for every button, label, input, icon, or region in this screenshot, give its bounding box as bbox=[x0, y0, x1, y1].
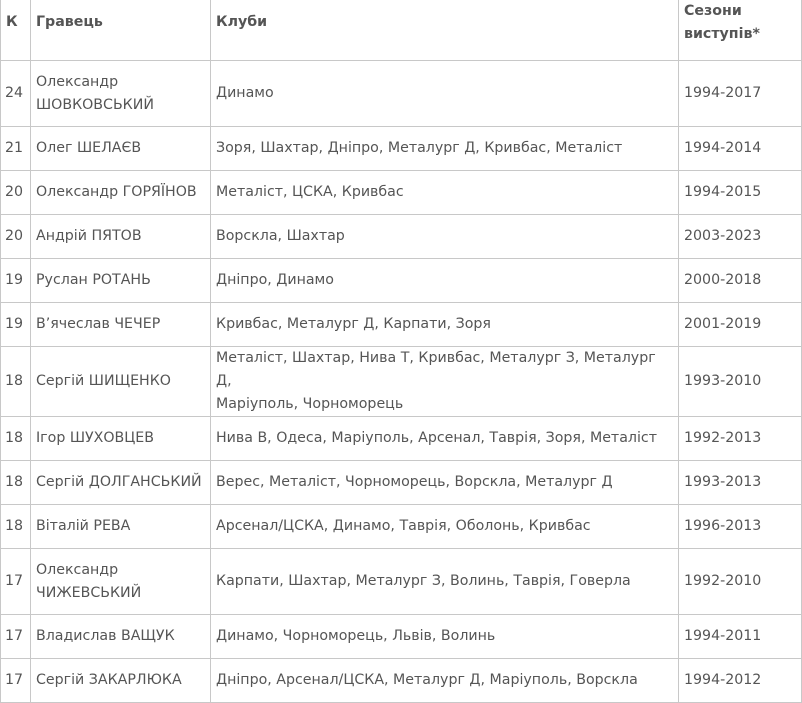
cell-k: 20 bbox=[1, 171, 31, 215]
cell-clubs: Верес, Металіст, Чорноморець, Ворскла, Металург Д bbox=[211, 461, 679, 505]
player-last-name: ГОРЯЇНОВ bbox=[122, 184, 197, 200]
player-first-name: Андрій bbox=[36, 228, 87, 244]
cell-player bbox=[31, 505, 211, 549]
player-first-name: Олександр bbox=[36, 73, 119, 90]
cell-seasons: 1994-2011 bbox=[679, 615, 802, 659]
cell-seasons: 2003-2023 bbox=[679, 215, 802, 259]
cell-seasons: 2001-2019 bbox=[679, 303, 802, 347]
cell-clubs: Динамо, Чорноморець, Львів, Волинь bbox=[211, 615, 679, 659]
player-last-name: ЗАКАРЛЮКА bbox=[88, 672, 182, 688]
table-row bbox=[1, 127, 802, 171]
cell-clubs: Дніпро, Арсенал/ЦСКА, Металург Д, Маріуполь, Ворскла bbox=[211, 659, 679, 703]
table-row bbox=[1, 505, 802, 549]
player-last-name: ШОВКОВСЬКИЙ bbox=[36, 96, 154, 113]
cell-seasons: 1993-2013 bbox=[679, 461, 802, 505]
cell-clubs: Ворскла, Шахтар bbox=[211, 215, 679, 259]
player-last-name: ВАЩУК bbox=[120, 628, 175, 644]
cell-player bbox=[31, 259, 211, 303]
clubs-line-2: Маріуполь, Чорноморець bbox=[216, 396, 404, 412]
cell-k: 19 bbox=[1, 303, 31, 347]
cell-seasons: 1994-2017 bbox=[679, 61, 802, 127]
header-player-label: Гравець bbox=[36, 14, 103, 30]
cell-player bbox=[31, 615, 211, 659]
header-player bbox=[31, 0, 211, 61]
cell-seasons: 1994-2015 bbox=[679, 171, 802, 215]
header-clubs bbox=[211, 0, 679, 61]
player-first-name: Сергій bbox=[36, 474, 85, 490]
cell-k: 21 bbox=[1, 127, 31, 171]
cell-player bbox=[31, 61, 211, 127]
table-row bbox=[1, 417, 802, 461]
header-k-label: К bbox=[6, 14, 18, 30]
cell-player bbox=[31, 171, 211, 215]
header-seasons bbox=[679, 0, 802, 61]
player-first-name: Олександр bbox=[36, 184, 119, 200]
player-first-name: Руслан bbox=[36, 272, 88, 288]
header-k bbox=[1, 0, 31, 61]
cell-seasons: 1993-2010 bbox=[679, 347, 802, 417]
cell-player bbox=[31, 659, 211, 703]
cell-k: 17 bbox=[1, 615, 31, 659]
cell-seasons: 1996-2013 bbox=[679, 505, 802, 549]
player-first-name: Ігор bbox=[36, 430, 66, 446]
clubs-line-1: Металіст, Шахтар, Нива Т, Кривбас, Металург З, Металург Д, bbox=[216, 350, 656, 389]
cell-clubs: Металіст, ЦСКА, Кривбас bbox=[211, 171, 679, 215]
cell-k: 18 bbox=[1, 347, 31, 417]
player-last-name: ШУХОВЦЕВ bbox=[69, 430, 154, 446]
cell-k: 18 bbox=[1, 417, 31, 461]
player-first-name: В’ячеслав bbox=[36, 316, 110, 332]
cell-seasons: 1994-2012 bbox=[679, 659, 802, 703]
player-last-name: ШИЩЕНКО bbox=[88, 373, 171, 389]
table-header-row bbox=[1, 0, 802, 61]
cell-player bbox=[31, 461, 211, 505]
cell-player bbox=[31, 549, 211, 615]
table-row bbox=[1, 61, 802, 127]
cell-k: 17 bbox=[1, 659, 31, 703]
player-last-name: ЧЕЧЕР bbox=[114, 316, 161, 332]
cell-k: 20 bbox=[1, 215, 31, 259]
cell-k: 24 bbox=[1, 61, 31, 127]
table-row bbox=[1, 659, 802, 703]
table-row bbox=[1, 259, 802, 303]
player-first-name: Владислав bbox=[36, 628, 117, 644]
cell-clubs: Кривбас, Металург Д, Карпати, Зоря bbox=[211, 303, 679, 347]
cell-k: 17 bbox=[1, 549, 31, 615]
cell-clubs bbox=[211, 347, 679, 417]
cell-seasons: 1994-2014 bbox=[679, 127, 802, 171]
table-row bbox=[1, 615, 802, 659]
table-row bbox=[1, 215, 802, 259]
cell-clubs: Карпати, Шахтар, Металург З, Волинь, Таврія, Говерла bbox=[211, 549, 679, 615]
cell-k: 19 bbox=[1, 259, 31, 303]
cell-clubs: Зоря, Шахтар, Дніпро, Металург Д, Кривбас, Металіст bbox=[211, 127, 679, 171]
cell-player bbox=[31, 215, 211, 259]
player-first-name: Сергій bbox=[36, 672, 85, 688]
cell-player bbox=[31, 417, 211, 461]
cell-player bbox=[31, 303, 211, 347]
player-last-name: РОТАНЬ bbox=[92, 272, 151, 288]
player-first-name: Віталій bbox=[36, 518, 89, 534]
player-last-name: ШЕЛАЄВ bbox=[76, 140, 142, 156]
cell-seasons: 1992-2010 bbox=[679, 549, 802, 615]
cell-clubs: Арсенал/ЦСКА, Динамо, Таврія, Оболонь, Кривбас bbox=[211, 505, 679, 549]
cell-player bbox=[31, 347, 211, 417]
table-row bbox=[1, 549, 802, 615]
cell-player bbox=[31, 127, 211, 171]
player-first-name: Олег bbox=[36, 140, 73, 156]
player-first-name: Олександр bbox=[36, 561, 119, 578]
table-row bbox=[1, 461, 802, 505]
player-last-name: ПЯТОВ bbox=[91, 228, 142, 244]
header-seasons-line2: виступів* bbox=[684, 26, 760, 42]
player-last-name: ДОЛГАНСЬКИЙ bbox=[88, 474, 202, 490]
cell-seasons: 2000-2018 bbox=[679, 259, 802, 303]
cell-clubs: Нива В, Одеса, Маріуполь, Арсенал, Таврія, Зоря, Металіст bbox=[211, 417, 679, 461]
player-last-name: РЕВА bbox=[93, 518, 131, 534]
cell-clubs: Дніпро, Динамо bbox=[211, 259, 679, 303]
cell-clubs: Динамо bbox=[211, 61, 679, 127]
cell-k: 18 bbox=[1, 461, 31, 505]
table-row bbox=[1, 171, 802, 215]
cell-k: 18 bbox=[1, 505, 31, 549]
cell-seasons: 1992-2013 bbox=[679, 417, 802, 461]
player-last-name: ЧИЖЕВСЬКИЙ bbox=[36, 584, 142, 601]
player-first-name: Сергій bbox=[36, 373, 85, 389]
header-clubs-label: Клуби bbox=[216, 14, 268, 30]
header-seasons-line1: Сезони bbox=[684, 3, 742, 19]
table-row bbox=[1, 347, 802, 417]
table-row bbox=[1, 303, 802, 347]
